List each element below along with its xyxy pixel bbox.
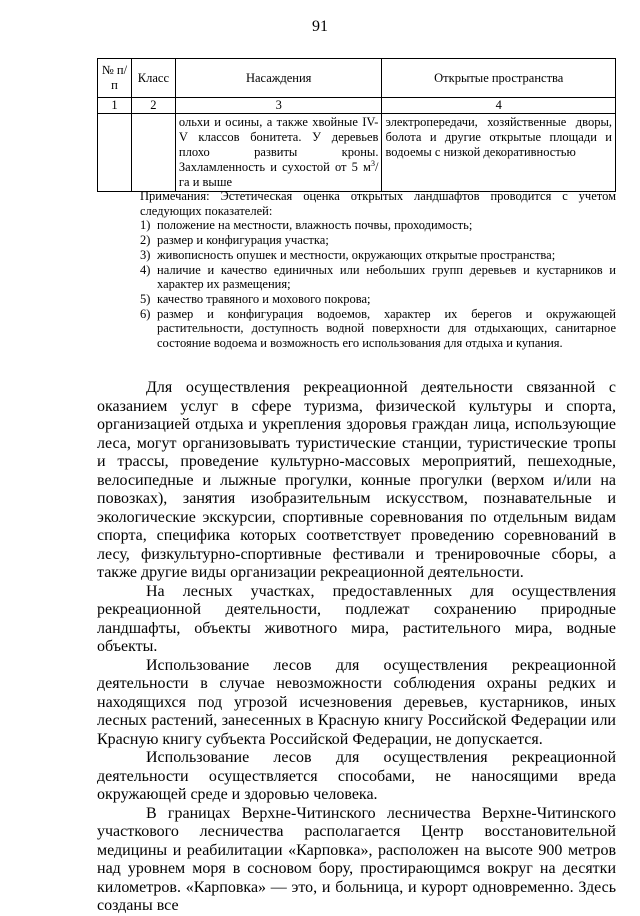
cell-class	[131, 114, 175, 192]
table-notes	[140, 189, 616, 351]
col-number: 2	[131, 98, 175, 114]
cell-stands-text: ольхи и осины, а также хвойные IV-V классов бонитета. У деревьев плохо развиты кроны. Захламленность и сухостой от 5 м	[178, 115, 379, 174]
table-column-numbers-row	[98, 98, 616, 114]
list-item-text: качество травяного и мохового покрова;	[157, 291, 371, 306]
list-item	[140, 248, 616, 263]
body-text	[97, 379, 616, 916]
col-number: 1	[98, 98, 132, 114]
list-item	[140, 218, 616, 233]
paragraph: Использование лесов для осуществления рекреационной деятельности осуществляется способами, не наносящими вреда окружающей среде и здоровью человека.	[97, 749, 616, 803]
list-item-text: живописность опушек и местности, окружающих открытые пространства;	[157, 247, 556, 262]
list-item-number: 3)	[140, 247, 151, 262]
list-item-number: 1)	[140, 218, 151, 233]
page-number: 91	[312, 18, 328, 35]
cell-stands-tail: /га и выше	[178, 160, 379, 189]
list-item-text: размер и конфигурация водоемов, характер их берегов и окружающей растительности, доступность водной поверхности для отдыхающих, санитарное состояние водоема и возможность его использования для отдыха и купания.	[157, 306, 616, 351]
list-item-text: положение на местности, влажность почвы, проходимость;	[157, 218, 473, 233]
cell-num	[98, 114, 132, 192]
header-class: Класс	[131, 59, 175, 98]
list-item-text: размер и конфигурация участка;	[157, 233, 329, 248]
notes-intro: Примечания: Эстетическая оценка открытых ландшафтов проводится с учетом следующих показателей:	[140, 189, 616, 218]
cell-stands-sup: 3	[370, 158, 375, 168]
list-item-number: 2)	[140, 233, 151, 248]
list-item	[140, 263, 616, 292]
paragraph: В границах Верхне-Читинского лесничества Верхне-Читинского участкового лесничества располагается Центр восстановительной медицины и реабилитации «Карповка», расположен на высоте 900 метров над уровнем моря в сосновом бору, простирающимся вокруг на десятки километров. «Карповка» — это, и больница, и курорт одновременно. Здесь созданы все	[97, 804, 616, 914]
paragraph: Для осуществления рекреационной деятельности связанной с оказанием услуг в сфере туризма, физической культуры и спорта, организацией отдыха и укрепления здоровья граждан лица, использующие леса, могут организовывать туристические станции, туристические тропы и трассы, проведение культурно-массовых мероприятий, пешеходные, велосипедные и лыжные прогулки, конные прогулки (верхом и/или на повозках), занятия изобразительным искусством, познавательные и экологические экскурсии, спортивные соревнования по отдельным видам спорта, специфика которых соответствует проведению соревнований в лесу, физкультурно-спортивные фестивали и тренировочные сборы, а также другие виды организации рекреационной деятельности.	[97, 379, 616, 581]
col-number: 4	[382, 98, 616, 114]
cell-stands	[175, 114, 382, 192]
table-header-row	[98, 59, 616, 98]
list-item-number: 6)	[140, 306, 151, 321]
list-item-text: наличие и качество единичных или небольших групп деревьев и кустарников и характер их размещения;	[157, 262, 616, 292]
table-row	[98, 114, 616, 192]
header-num: № п/п	[98, 59, 132, 98]
col-number: 3	[175, 98, 382, 114]
header-stands: Насаждения	[175, 59, 382, 98]
landscape-table	[97, 58, 616, 192]
list-item-number: 4)	[140, 262, 151, 277]
list-item	[140, 292, 616, 307]
list-item	[140, 307, 616, 351]
paragraph: Использование лесов для осуществления рекреационной деятельности в случае невозможности соблюдения охраны редких и находящихся под угрозой исчезновения деревьев, кустарников, иных лесных растений, занесенных в Красную книгу Российской Федерации или Красную книгу субъекта Российской Федерации, не допускается.	[97, 656, 616, 748]
list-item	[140, 233, 616, 248]
paragraph: На лесных участках, предоставленных для осуществления рекреационной деятельности, подлежат сохранению природные ландшафты, объекты животного мира, растительного мира, водные объекты.	[97, 582, 616, 655]
header-open-spaces: Открытые пространства	[382, 59, 616, 98]
notes-list	[140, 218, 616, 350]
cell-open-spaces: электропередачи, хозяйственные дворы, болота и другие открытые площади и водоемы с низкой декоративностью	[382, 114, 616, 192]
list-item-number: 5)	[140, 291, 151, 306]
